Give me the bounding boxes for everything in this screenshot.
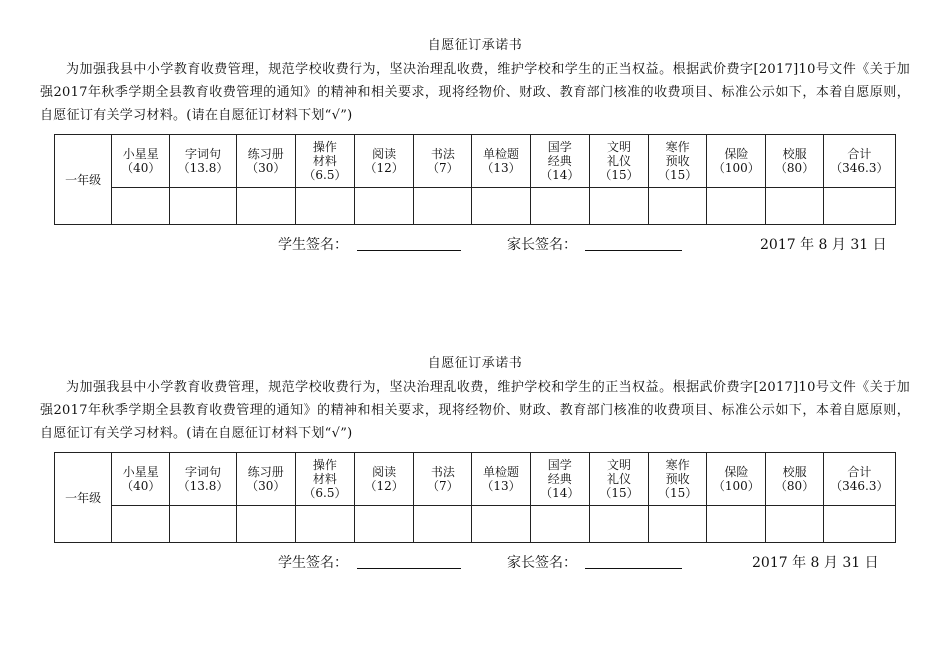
item-header — [649, 453, 707, 506]
item-header — [589, 453, 648, 506]
item-name: 单检题 — [483, 147, 520, 161]
item-header — [236, 135, 295, 188]
form-title: 自愿征订承诺书 — [427, 38, 523, 53]
grade-label: 一年级 — [55, 453, 112, 543]
item-header — [112, 135, 170, 188]
item-price: （346.3） — [830, 161, 889, 175]
item-header — [472, 135, 530, 188]
item-name: 合计 — [847, 465, 872, 479]
item-header — [707, 135, 766, 188]
item-header — [170, 453, 236, 506]
item-name: 国学经典 — [547, 140, 572, 168]
item-price: （6.5） — [303, 486, 347, 500]
item-price: （346.3） — [830, 479, 889, 493]
parent-signature-line[interactable] — [585, 250, 682, 251]
parent-signature-line[interactable] — [585, 568, 682, 569]
check-cell[interactable] — [414, 188, 472, 225]
item-name: 国学经典 — [547, 458, 572, 486]
item-header — [414, 453, 472, 506]
total-cell[interactable] — [823, 188, 895, 225]
item-price: （7） — [427, 479, 459, 493]
form-paragraph: 为加强我县中小学教育收费管理，规范学校收费行为，坚决治理乱收费，维护学校和学生的正当权益。根据武价费字[2017]10号文件《关于加强2017年秋季学期全县教育收费管理的通知》的精神和相关要求，现将经物价、财政、教育部门核准的收费项目、标准公示如下，本着自愿原则，自愿征订有关学习材料。(请在自愿征订材料下划“√”) — [40, 380, 910, 441]
item-price: （13.8） — [177, 161, 229, 175]
item-name: 小星星 — [122, 147, 159, 161]
student-signature-line[interactable] — [357, 568, 461, 569]
item-name: 寒作预收 — [665, 458, 690, 486]
item-header — [823, 135, 895, 188]
sign-date: 2017 年 8 月 31 日 — [760, 237, 887, 253]
item-price: （12） — [364, 161, 404, 175]
item-price: （80） — [774, 161, 815, 175]
item-name: 练习册 — [247, 147, 284, 161]
item-header — [355, 453, 414, 506]
subscription-table — [54, 134, 896, 225]
item-header — [472, 453, 530, 506]
check-cell[interactable] — [766, 506, 823, 543]
item-name: 小星星 — [122, 465, 159, 479]
item-name: 阅读 — [372, 147, 397, 161]
check-cell[interactable] — [355, 506, 414, 543]
item-name: 保险 — [724, 465, 749, 479]
check-cell[interactable] — [530, 188, 589, 225]
check-cell[interactable] — [236, 506, 295, 543]
check-cell[interactable] — [295, 188, 354, 225]
item-price: （100） — [712, 161, 760, 175]
check-cell[interactable] — [707, 506, 766, 543]
item-name: 书法 — [430, 465, 455, 479]
item-price: （14） — [540, 486, 580, 500]
item-price: （80） — [774, 479, 815, 493]
item-header — [589, 135, 648, 188]
item-price: （30） — [246, 479, 286, 493]
sign-date: 2017 年 8 月 31 日 — [752, 555, 879, 571]
item-name: 文明礼仪 — [606, 140, 631, 168]
item-price: （14） — [540, 168, 580, 182]
signature-row — [0, 234, 950, 254]
item-header — [823, 453, 895, 506]
item-price: （12） — [364, 479, 404, 493]
item-name: 校服 — [782, 465, 807, 479]
item-price: （6.5） — [303, 168, 347, 182]
item-name: 操作材料 — [312, 140, 337, 168]
item-header — [766, 135, 823, 188]
item-header — [766, 453, 823, 506]
item-price: （13） — [481, 479, 521, 493]
check-cell[interactable] — [170, 188, 236, 225]
item-header — [414, 135, 472, 188]
item-price: （7） — [427, 161, 459, 175]
signature-row — [0, 552, 950, 572]
item-name: 单检题 — [483, 465, 520, 479]
item-price: （100） — [712, 479, 760, 493]
item-name: 书法 — [430, 147, 455, 161]
item-name: 校服 — [782, 147, 807, 161]
check-cell[interactable] — [355, 188, 414, 225]
item-name: 文明礼仪 — [606, 458, 631, 486]
student-signature-label: 学生签名： — [278, 237, 348, 253]
student-signature-label: 学生签名： — [278, 555, 348, 571]
item-name: 寒作预收 — [665, 140, 690, 168]
item-price: （13） — [481, 161, 521, 175]
item-header — [295, 135, 354, 188]
item-name: 字词句 — [185, 465, 222, 479]
form-title: 自愿征订承诺书 — [427, 356, 523, 371]
grade-label: 一年级 — [55, 135, 112, 225]
item-header — [649, 135, 707, 188]
item-header — [170, 135, 236, 188]
check-cell[interactable] — [649, 506, 707, 543]
parent-signature-label: 家长签名： — [507, 237, 577, 253]
item-name: 阅读 — [372, 465, 397, 479]
item-price: （30） — [246, 161, 286, 175]
check-cell[interactable] — [170, 506, 236, 543]
check-cell[interactable] — [236, 188, 295, 225]
parent-signature-label: 家长签名： — [507, 555, 577, 571]
item-price: （15） — [599, 168, 639, 182]
check-cell[interactable] — [530, 506, 589, 543]
item-header — [112, 453, 170, 506]
item-price: （15） — [599, 486, 639, 500]
item-header — [707, 453, 766, 506]
total-cell[interactable] — [823, 506, 895, 543]
item-price: （15） — [658, 486, 698, 500]
item-price: （40） — [121, 161, 161, 175]
item-price: （13.8） — [177, 479, 229, 493]
check-cell[interactable] — [649, 188, 707, 225]
check-cell[interactable] — [112, 506, 170, 543]
check-cell[interactable] — [766, 188, 823, 225]
item-name: 字词句 — [185, 147, 222, 161]
check-cell[interactable] — [589, 188, 648, 225]
student-signature-line[interactable] — [357, 250, 461, 251]
item-name: 合计 — [847, 147, 872, 161]
item-name: 操作材料 — [312, 458, 337, 486]
item-header — [295, 453, 354, 506]
check-cell[interactable] — [589, 506, 648, 543]
check-cell[interactable] — [112, 188, 170, 225]
check-cell[interactable] — [472, 506, 530, 543]
check-cell[interactable] — [295, 506, 354, 543]
item-header — [236, 453, 295, 506]
item-name: 保险 — [724, 147, 749, 161]
item-price: （40） — [121, 479, 161, 493]
check-cell[interactable] — [414, 506, 472, 543]
item-header — [530, 453, 589, 506]
item-price: （15） — [658, 168, 698, 182]
subscription-table — [54, 452, 896, 543]
check-cell[interactable] — [707, 188, 766, 225]
item-header — [355, 135, 414, 188]
form-paragraph: 为加强我县中小学教育收费管理，规范学校收费行为，坚决治理乱收费，维护学校和学生的正当权益。根据武价费字[2017]10号文件《关于加强2017年秋季学期全县教育收费管理的通知》的精神和相关要求，现将经物价、财政、教育部门核准的收费项目、标准公示如下，本着自愿原则，自愿征订有关学习材料。(请在自愿征订材料下划“√”) — [40, 62, 910, 123]
item-name: 练习册 — [247, 465, 284, 479]
item-header — [530, 135, 589, 188]
check-cell[interactable] — [472, 188, 530, 225]
